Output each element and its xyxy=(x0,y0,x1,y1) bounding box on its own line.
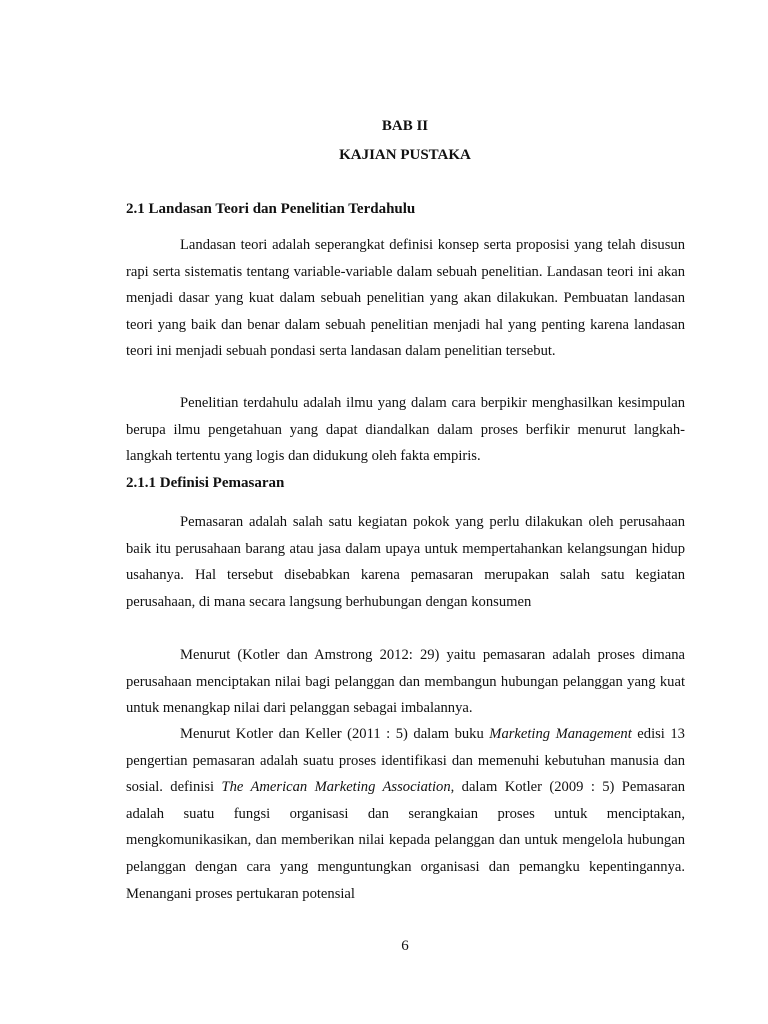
section-heading-2-1: 2.1 Landasan Teori dan Penelitian Terdahulu xyxy=(126,201,416,217)
organization-name-italic: The American Marketing Association xyxy=(221,779,451,796)
paragraph-kotler-keller xyxy=(126,721,685,907)
text-segment: edisi 13 pengertian pemasaran adalah suatu proses identifikasi dan memenuhi kebutuhan manusia dan sosial. definisi xyxy=(126,726,685,796)
page-number: 6 xyxy=(401,938,409,954)
chapter-number: BAB II xyxy=(381,118,429,134)
text-segment: Menurut Kotler dan Keller (2011 : 5) dalam buku xyxy=(180,726,490,742)
paragraph-pemasaran: Pemasaran adalah salah satu kegiatan pokok yang perlu dilakukan oleh perusahaan baik itu perusahaan barang atau jasa dalam upaya untuk mempertahankan kelangsungan hidup usahanya. Hal tersebut disebabkan karena pemasaran merupakan salah satu kegiatan perusahaan, di mana secara langsung berhubungan dengan konsumen xyxy=(126,514,685,610)
paragraph-landasan-teori: Landasan teori adalah seperangkat definisi konsep serta proposisi yang telah disusun rapi serta sistematis tentang variable-variable dalam sebuah penelitian. Landasan teori ini akan menjadi dasar yang kuat dalam sebuah penelitian yang akan dilakukan. Pembuatan landasan teori yang baik dan benar dalam sebuah penelitian menjadi hal yang penting karena landasan teori ini menjadi sebuah pondasi serta landasan dalam penelitian tersebut. xyxy=(126,237,685,360)
text-segment: , dalam Kotler (2009 : 5) Pemasaran adalah suatu fungsi organisasi dan serangkaian proses untuk menciptakan, mengkomunikasikan, dan memberikan nilai kepada pelanggan dan untuk mengelola hubungan pelanggan dengan cara yang menguntungkan organisasi dan pemangku kepentingannya. Menangani proses pertukaran potensial xyxy=(126,779,686,902)
chapter-title: KAJIAN PUSTAKA xyxy=(339,147,471,163)
book-title-italic: Marketing Management xyxy=(489,726,632,742)
paragraph-penelitian-terdahulu: Penelitian terdahulu adalah ilmu yang dalam cara berpikir menghasilkan kesimpulan berupa ilmu pengetahuan yang dapat diandalkan dalam proses berfikir menurut langkah-langkah tertentu yang logis dan didukung oleh fakta empiris. xyxy=(126,395,685,465)
paragraph-kotler-amstrong: Menurut (Kotler dan Amstrong 2012: 29) yaitu pemasaran adalah proses dimana perusahaan menciptakan nilai bagi pelanggan dan membangun hubungan pelanggan yang kuat untuk menangkap nilai dari pelanggan sebagai imbalannya. xyxy=(126,647,685,717)
section-heading-2-1-1: 2.1.1 Definisi Pemasaran xyxy=(126,475,285,491)
